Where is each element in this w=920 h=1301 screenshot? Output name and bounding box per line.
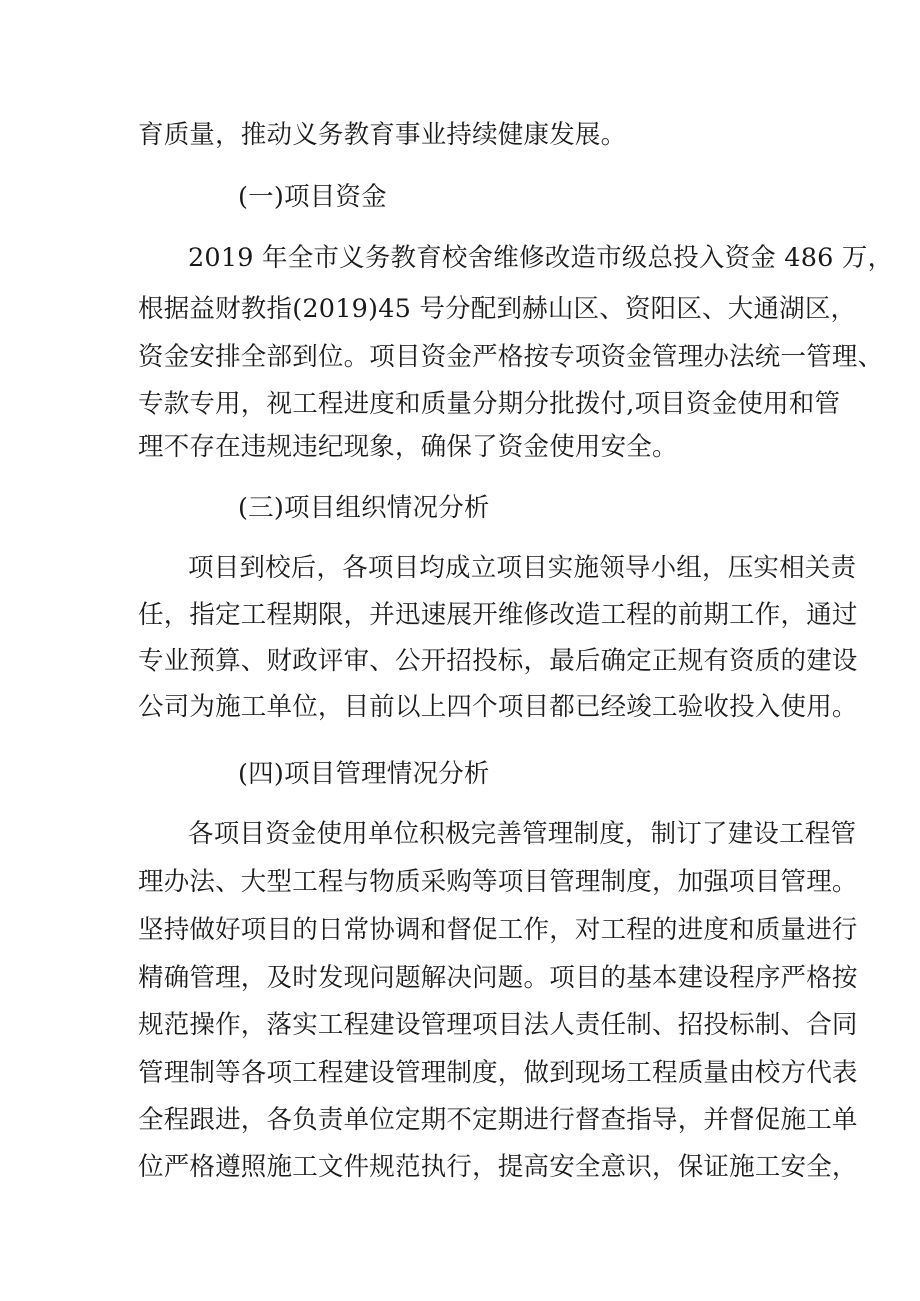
- paragraph-line: 育质量，推动义务教育事业持续健康发展。: [138, 120, 627, 150]
- paragraph-line: 位严格遵照施工文件规范执行，提高安全意识，保证施工安全，: [138, 1152, 858, 1182]
- paragraph-line: 专业预算、财政评审、公开招投标，最后确定正规有资质的建设: [138, 646, 858, 676]
- paragraph-line: 根据益财教指(2019)45 号分配到赫山区、资阳区、大通湖区，: [138, 294, 857, 324]
- paragraph-line: 坚持做好项目的日常协调和督促工作，对工程的进度和质量进行: [138, 915, 858, 945]
- paragraph-line: 全程跟进，各负责单位定期不定期进行督查指导，并督促施工单: [138, 1105, 858, 1135]
- section-heading-management: (四)项目管理情况分析: [238, 759, 490, 789]
- paragraph-line: 项目到校后，各项目均成立项目实施领导小组，压实相关责: [188, 553, 857, 583]
- paragraph-line: 理不存在违规违纪现象，确保了资金使用安全。: [138, 432, 678, 462]
- paragraph-line: 精确管理，及时发现问题解决问题。项目的基本建设程序严格按: [138, 963, 858, 993]
- paragraph-line: 各项目资金使用单位积极完善管理制度，制订了建设工程管: [188, 819, 857, 849]
- paragraph-line: 2019 年全市义务教育校舍维修改造市级总投入资金 486 万，: [188, 243, 894, 273]
- paragraph-line: 公司为施工单位，目前以上四个项目都已经竣工验收投入使用。: [138, 692, 858, 722]
- paragraph-line: 管理制等各项工程建设管理制度，做到现场工程质量由校方代表: [138, 1058, 858, 1088]
- paragraph-line: 资金安排全部到位。项目资金严格按专项资金管理办法统一管理、: [138, 342, 884, 372]
- paragraph-line: 任，指定工程期限，并迅速展开维修改造工程的前期工作，通过: [138, 600, 858, 630]
- paragraph-line: 理办法、大型工程与物质采购等项目管理制度，加强项目管理。: [138, 867, 858, 897]
- paragraph-line: 专款专用，视工程进度和质量分期分批拨付,项目资金使用和管: [138, 389, 841, 419]
- section-heading-funds: (一)项目资金: [238, 182, 387, 212]
- section-heading-organization: (三)项目组织情况分析: [238, 493, 490, 523]
- paragraph-line: 规范操作，落实工程建设管理项目法人责任制、招投标制、合同: [138, 1010, 858, 1040]
